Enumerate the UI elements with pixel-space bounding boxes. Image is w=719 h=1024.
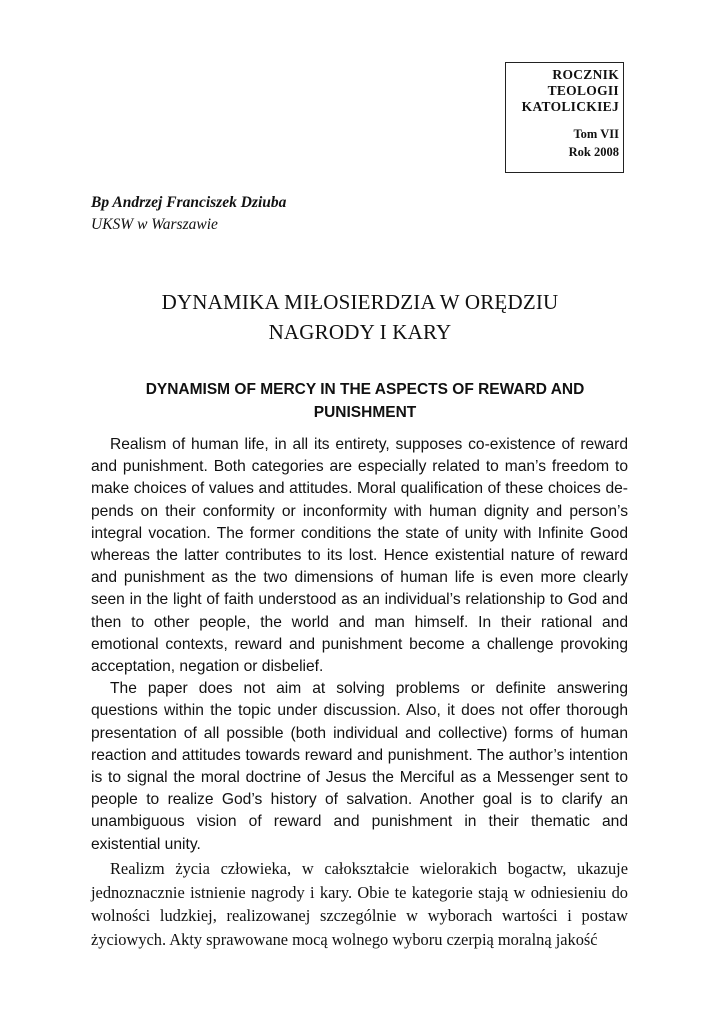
abstract-paragraph: The paper does not aim at solving problems or definite answering questions within the topic under discussion. Also, it does not offer thorough presentation of all possible (both individual and collective) forms of human reaction and attitudes towards reward and punishment. The author’s intention is to signal the moral doctrine of Jesus the Merciful as a Messenger sent to people to realize God’s history of salvation. Another goal is to clarify an unambiguous vision of reward and punishment in their thematic and existential unity. [91, 680, 628, 853]
journal-volume: Tom VII [573, 127, 619, 141]
body-text [91, 857, 628, 951]
article-title [80, 287, 640, 347]
abstract-paragraph: Realism of human life, in all its entirety, supposes co-existence of reward and punishment. Both categories are especially related to man’s freedom to make choices of values and attitudes. Moral qualification of these choices depends on their conformity or inconformity with human dignity and person’s integral vocation. The former conditions the state of unity with Infinite Good whereas the latter contributes to its lost. Hence existential nature of reward and punishment as the two dimensions of human life is even more clearly seen in the light of faith understood as an individual’s relationship to God and then to other people, the world and man himself. In their rational and emotional contexts, reward and punishment become a challenge provoking acceptation, negation or disbelief. [91, 436, 628, 676]
journal-year: Rok 2008 [568, 145, 619, 159]
journal-title-line: TEOLOGII [547, 83, 619, 98]
author-block [91, 192, 286, 236]
journal-title-line: ROCZNIK [552, 67, 619, 82]
author-affiliation: UKSW w Warszawie [91, 216, 218, 233]
author-name: Bp Andrzej Franciszek Dziuba [91, 194, 287, 211]
body-paragraph: Realizm życia człowieka, w całokształcie wielorakich bogactw, ukazuje jednoznacznie istnienie nagrody i kary. Obie te kategorie stają w odniesieniu do wolności ludzkiej, realizowanej szczególnie w wyborach wartości i postaw życiowych. Akty sprawowane mocą wolnego wyboru czerpią moralną jakość [91, 859, 628, 949]
abstract [91, 434, 628, 856]
english-title-line: PUNISHMENT [313, 404, 417, 421]
article-title-line: DYNAMIKA MIŁOSIERDZIA W ORĘDZIU [161, 290, 559, 314]
journal-info-box [505, 62, 624, 173]
english-title [100, 378, 630, 424]
journal-title [506, 67, 619, 115]
article-title-line: NAGRODY I KARY [268, 320, 452, 344]
journal-title-line: KATOLICKIEJ [521, 99, 619, 114]
english-title-line: DYNAMISM OF MERCY IN THE ASPECTS OF REWARD AND [145, 381, 585, 398]
